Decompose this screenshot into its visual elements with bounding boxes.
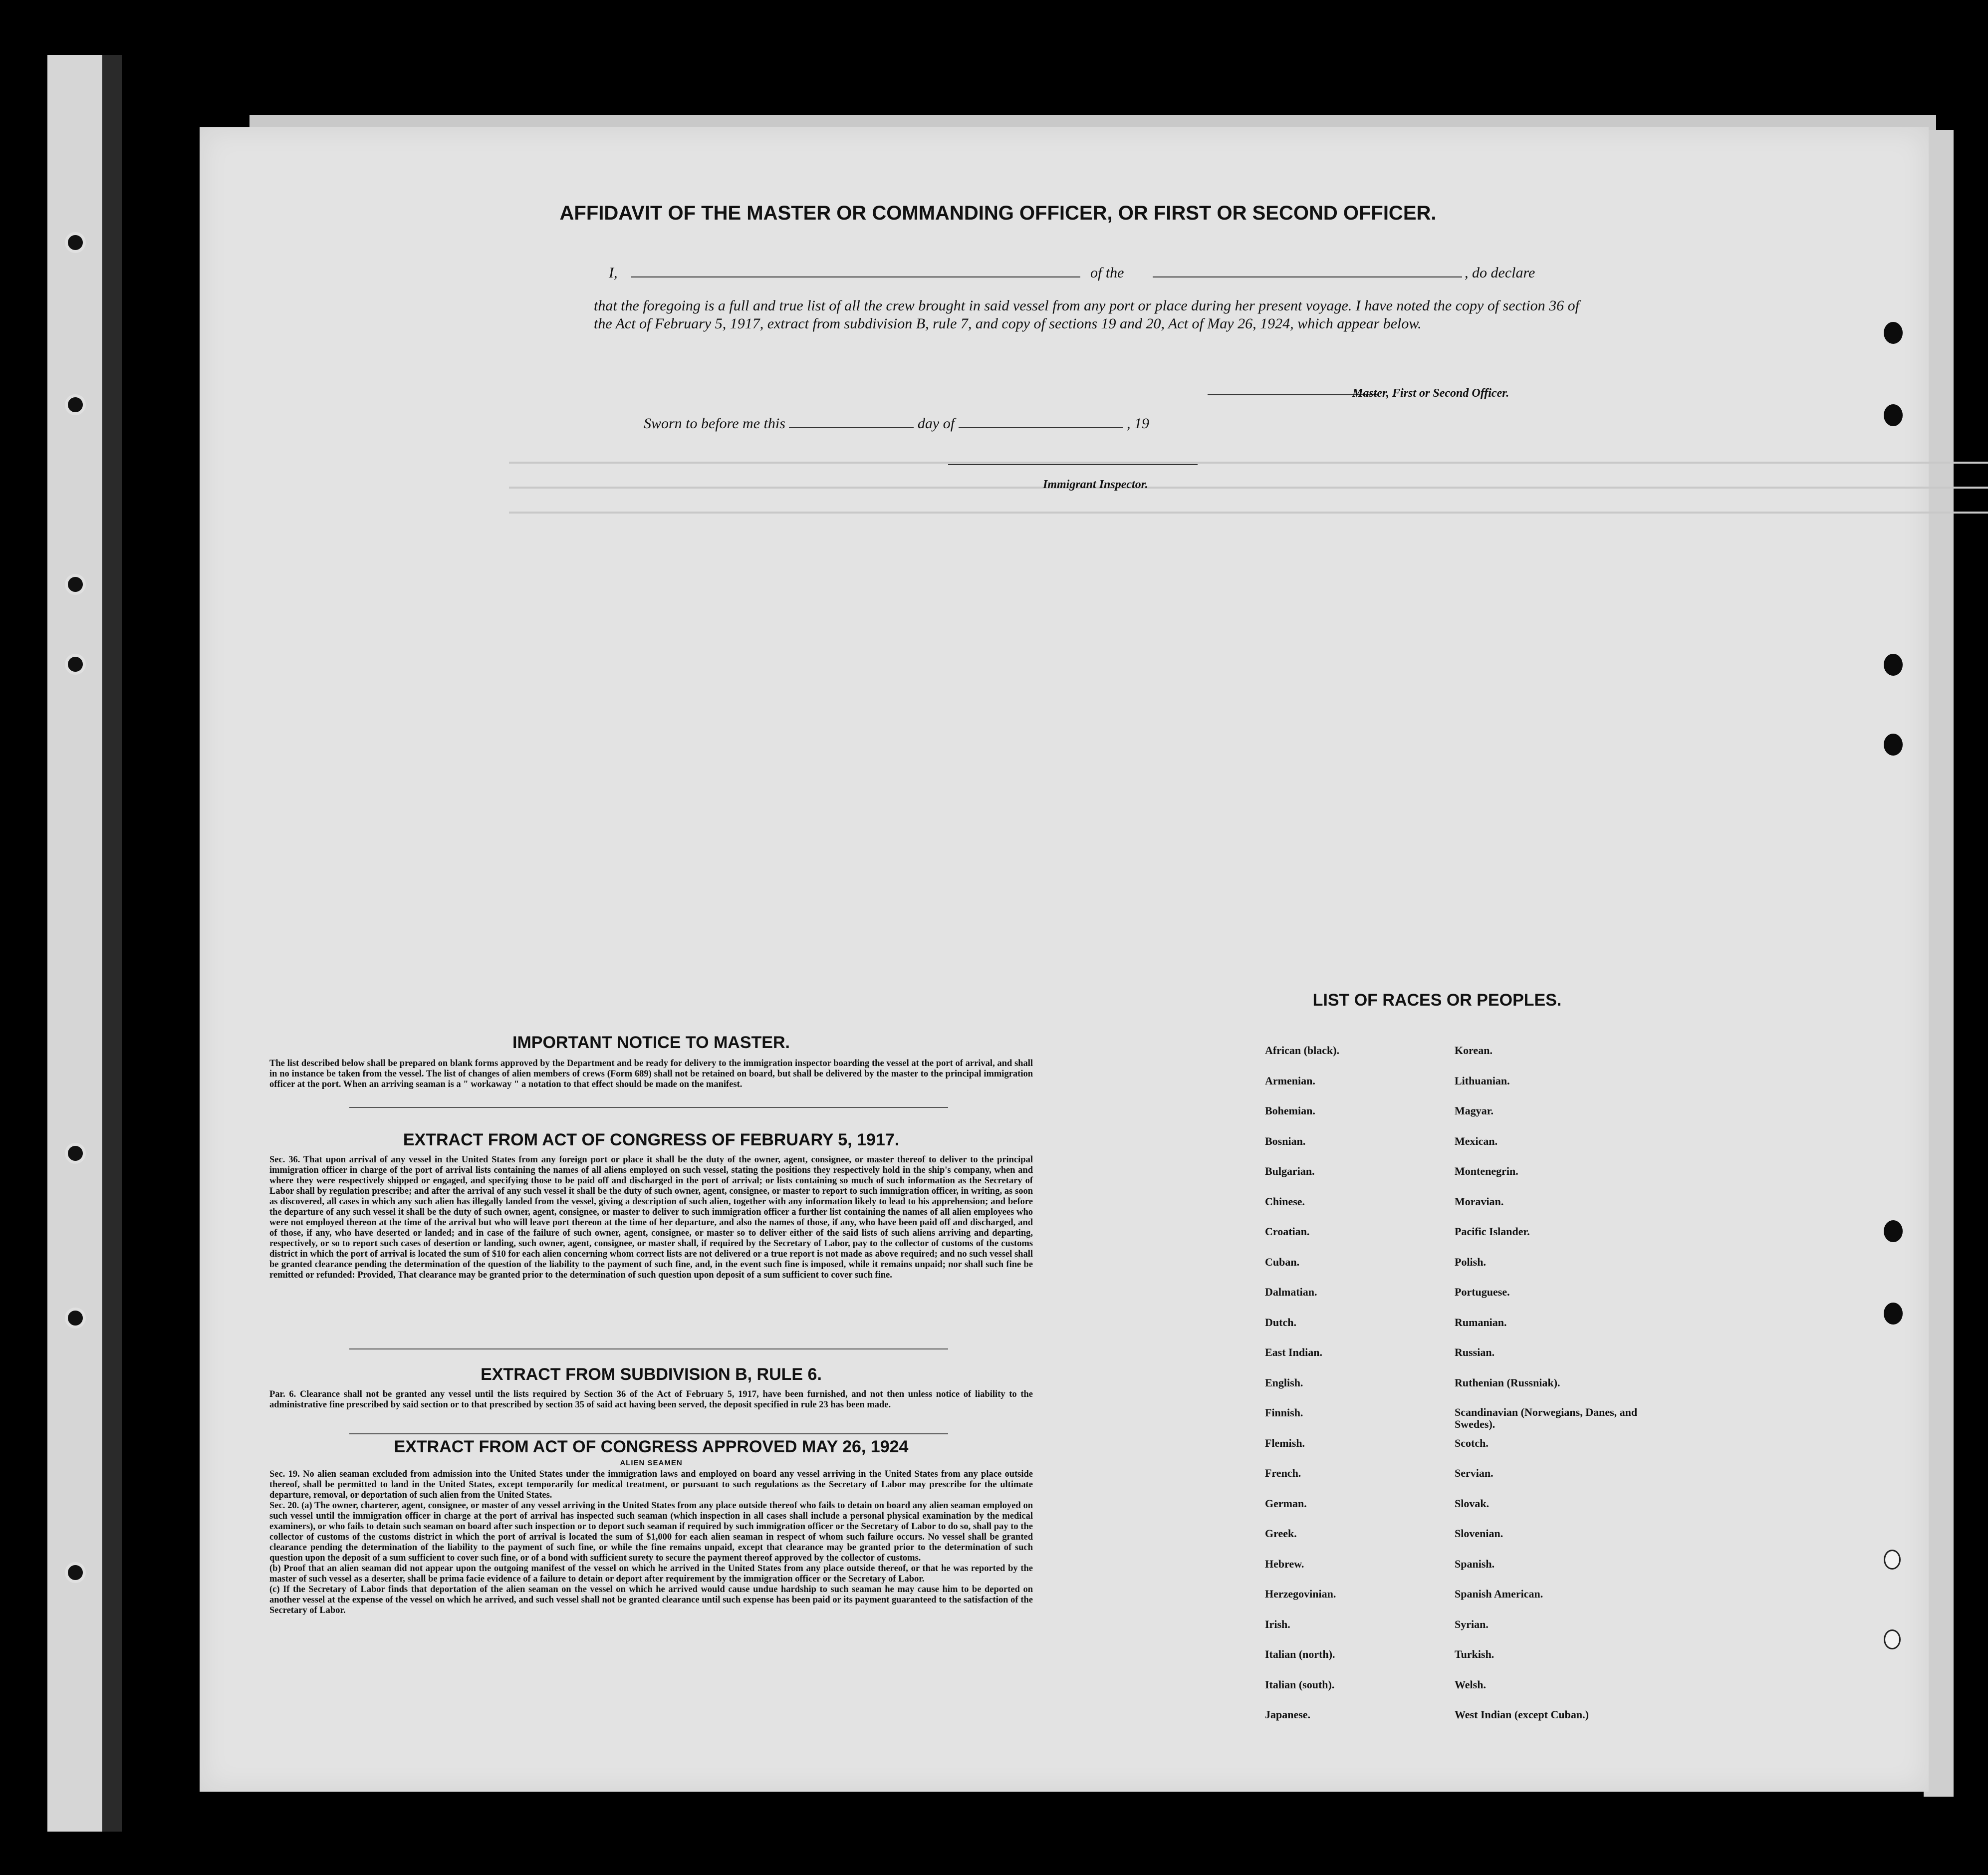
name-blank [631, 264, 1080, 277]
sworn-prefix: Sworn to before me this [644, 415, 785, 432]
race-item: Bulgarian. [1265, 1165, 1315, 1177]
affidavit-i: I, [609, 265, 618, 281]
extract-1924-title: EXTRACT FROM ACT OF CONGRESS APPROVED MAY 26, 1924 [394, 1437, 909, 1456]
punch-hole [1884, 322, 1903, 344]
binding-hole [65, 574, 86, 595]
binding-hole [65, 394, 86, 415]
race-item: Croatian. [1265, 1225, 1310, 1238]
punch-hole [1884, 404, 1903, 426]
signature-line [1208, 394, 1377, 395]
race-item: Turkish. [1455, 1648, 1494, 1660]
race-item: Herzegovinian. [1265, 1588, 1336, 1600]
race-item: Syrian. [1455, 1617, 1489, 1630]
race-item: Slovenian. [1455, 1527, 1503, 1540]
section-divider [349, 1348, 948, 1349]
notice-text: The list described below shall be prepared on blank forms approved by the Department and be ready for delivery to the immigration inspector boarding the vessel at the port of arrival, and shall in no instance be taken from the vessel. The list of changes of alien members of crews (Form 689) shall not be retained on board, but shall be delivered by the master to the principal immigration officer at the port. When an arriving seaman is a " workaway " a notation to that effect should be made on the manifest. [269, 1059, 1033, 1089]
race-item: West Indian (except Cuban.) [1455, 1708, 1589, 1721]
race-item: East Indian. [1265, 1346, 1322, 1358]
race-item: Armenian. [1265, 1074, 1315, 1087]
race-item: Italian (north). [1265, 1648, 1335, 1660]
extract-rule6-title: EXTRACT FROM SUBDIVISION B, RULE 6. [481, 1365, 822, 1384]
sec-20b-text: (b) Proof that an alien seaman did not appear upon the outgoing manifest of the vessel on which he arrived in the United States from any place outside thereof, or that he was reported by the master of such vessel as a deserter, shall be prima facie evidence of a failure to detain or deport after requirement by the immigration officer or the Secretary of Labor. [269, 1564, 1033, 1584]
race-item: Mexican. [1455, 1134, 1498, 1147]
sworn-line [644, 414, 1149, 432]
race-item: Italian (south). [1265, 1678, 1335, 1691]
notice-section [269, 1033, 1033, 1090]
races-column-1 [1265, 1044, 1339, 1739]
binding-hole [65, 232, 86, 253]
race-item: Russian. [1455, 1346, 1495, 1358]
races-title: LIST OF RACES OR PEOPLES. [1312, 991, 1562, 1010]
ghost-rule [509, 487, 1988, 489]
section-divider [349, 1107, 948, 1108]
race-item: Spanish American. [1455, 1588, 1543, 1600]
affidavit-title: AFFIDAVIT OF THE MASTER OR COMMANDING OFFICER, OR FIRST OR SECOND OFFICER. [559, 202, 1437, 224]
binding-hole [65, 1562, 86, 1583]
inspector-label: Immigrant Inspector. [1043, 478, 1148, 491]
punch-hole [1884, 1220, 1903, 1242]
vessel-blank [1153, 264, 1462, 277]
binding-hole [65, 1308, 86, 1329]
race-item: Greek. [1265, 1527, 1297, 1540]
extract-1917-section [269, 1130, 1033, 1281]
race-item: Dutch. [1265, 1316, 1296, 1329]
section-divider [349, 1433, 948, 1434]
extract-rule6-section [269, 1365, 1033, 1410]
punch-hole [1884, 1550, 1901, 1570]
race-item: Rumanian. [1455, 1316, 1507, 1329]
sec-20c-text: (c) If the Secretary of Labor finds that deportation of the alien seaman on the vessel on which he arrived would cause undue hardship to such seaman he may cause him to be deported on another vessel at the expense of the vessel on which he arrived, and such vessel shall not be granted clearance until such expense has been paid or its payment guaranteed to the satisfaction of the Secretary of Labor. [269, 1585, 1033, 1615]
race-item: Lithuanian. [1455, 1074, 1510, 1087]
races-column-2 [1455, 1044, 1674, 1739]
punch-hole [1884, 734, 1903, 756]
binding-strip-shadow [102, 55, 122, 1832]
race-item: Bohemian. [1265, 1104, 1315, 1117]
race-item: Hebrew. [1265, 1557, 1304, 1570]
sec-20a-text: Sec. 20. (a) The owner, charterer, agent, consignee, or master of any vessel arriving in the United States from any place outside thereof who fails to detain on board any alien seaman employed on such vessel until the immigration officer in charge at the port of arrival has inspected such seaman (which inspection in all cases shall include a personal physical examination by the medical examiners), or who fails to detain such seaman on board after such inspection or to deport such seaman if required by such immigration officer or the Secretary of Labor to do so, shall pay to the collector of customs of the customs district in which the port of arrival is located the sum of $1,000 for each alien seaman in respect of whom such failure occurs. No vessel shall be granted clearance pending the determination of the liability to the payment of such fine, or while the fine remains unpaid, except that clearance may be granted prior to the determination of such question upon the deposit of a sum sufficient to cover such fine, or of a bond with sufficient surety to secure the payment thereof approved by the collector of customs. [269, 1501, 1033, 1563]
extract-1917-title: EXTRACT FROM ACT OF CONGRESS OF FEBRUARY 5, 1917. [403, 1130, 900, 1149]
race-item: Ruthenian (Russniak). [1455, 1376, 1560, 1389]
race-item: Irish. [1265, 1617, 1290, 1630]
race-item: Spanish. [1455, 1557, 1495, 1570]
ghost-rule [509, 462, 1988, 464]
race-item: Portuguese. [1455, 1286, 1510, 1298]
extract-1917-text: Sec. 36. That upon arrival of any vessel in the United States from any foreign port or place it shall be the duty of the owner, agent, consignee, or master thereof to deliver to the principal immigration officer in charge of the port of arrival lists containing the names of all aliens employed on such vessel, stating the positions they respectively hold in the ship's company, when and where they were respectively shipped or engaged, and specifying those to be paid off and discharged in the port of arrival; or lists containing so much of such information as the Secretary of Labor shall by regulation prescribe; and after the arrival of any such vessel it shall be the duty of such owner, agent, consignee, or master to report to such immigration officer, in writing, as soon as discovered, all cases in which any such alien has illegally landed from the vessel, giving a description of such alien, together with any information likely to lead to his apprehension; and before the departure of any such vessel it shall be the duty of such owner, agent, consignee, or master to deliver to such immigration officer a further list containing the names of all alien employees who were not employed thereon at the time of the arrival but who will leave port thereon at the time of her departure, and also the names of those, if any, who have been paid off and discharged, and of those, if any, who have deserted or landed; and in case of the failure of such owner, agent, consignee, or master so to deliver either of the said lists of such aliens arriving and departing, respectively, or so to report such cases of desertion or landing, such owner, agent, consignee, or master shall, if required by the Secretary of Labor, pay to the collector of customs of the customs district in which the port of arrival is located the sum of $10 for each alien concerning whom correct lists are not delivered or a true report is not made as above required; and no such vessel shall be granted clearance pending the determination of the question of the liability to the payment of such fine, and, in the event such fine is imposed, while it remains unpaid; nor shall such fine be remitted or refunded: Provided, That clearance may be granted prior to the determination of such question upon deposit of a sum sufficient to cover such fine. [269, 1155, 1033, 1280]
signature-label: Master, First or Second Officer. [1352, 387, 1509, 400]
punch-hole [1884, 1629, 1901, 1649]
punch-hole [1884, 1303, 1903, 1325]
sworn-day: day of [917, 415, 955, 432]
binding-hole [65, 1143, 86, 1164]
affidavit-declare: , do declare [1465, 265, 1535, 281]
race-item: Cuban. [1265, 1255, 1300, 1268]
race-item: Chinese. [1265, 1195, 1305, 1208]
race-item: Scandinavian (Norwegians, Danes, and Swedes). [1455, 1406, 1638, 1430]
race-item: Polish. [1455, 1255, 1486, 1268]
race-item: Finnish. [1265, 1406, 1303, 1419]
race-item: Montenegrin. [1455, 1165, 1518, 1177]
ghost-rule [509, 512, 1988, 514]
notice-title: IMPORTANT NOTICE TO MASTER. [512, 1033, 790, 1052]
race-item: Slovak. [1455, 1497, 1490, 1510]
race-item: Pacific Islander. [1455, 1225, 1530, 1238]
race-item: French. [1265, 1467, 1301, 1479]
extract-rule6-text: Par. 6. Clearance shall not be granted any vessel until the lists required by Section 36 of the Act of February 5, 1917, have been furnished, and not then unless notice of liability to the administrative fine prescribed by said section or to that prescribed by section 35 of said act having been served, the deposit specified in rule 23 has been made. [269, 1389, 1033, 1410]
race-item: Dalmatian. [1265, 1286, 1317, 1298]
affidavit-of-the: of the [1090, 265, 1124, 281]
race-item: Moravian. [1455, 1195, 1504, 1208]
race-item: Welsh. [1455, 1678, 1486, 1691]
race-item: Magyar. [1455, 1104, 1494, 1117]
extract-1924-subtitle: ALIEN SEAMEN [620, 1459, 683, 1467]
race-item: Japanese. [1265, 1708, 1311, 1721]
inspector-line [948, 464, 1198, 465]
race-item: African (black). [1265, 1044, 1340, 1057]
race-item: Servian. [1455, 1467, 1493, 1479]
race-item: Flemish. [1265, 1436, 1305, 1449]
binding-hole [65, 654, 86, 675]
extract-1924-section [269, 1437, 1033, 1616]
race-item: German. [1265, 1497, 1307, 1510]
sec-19-text: Sec. 19. No alien seaman excluded from admission into the United States under the immigration laws and employed on board any vessel arriving in the United States from any place outside thereof, shall be permitted to land in the United States, except temporarily for medical treatment, or pursuant to such regulations as the Secretary of Labor may prescribe for the ultimate departure, removal, or deportation of such alien from the United States. [269, 1469, 1033, 1500]
race-item: English. [1265, 1376, 1303, 1389]
race-item: Bosnian. [1265, 1134, 1306, 1147]
affidavit-body: that the foregoing is a full and true list of all the crew brought in said vessel from any port or place during her present voyage. I have noted the copy of section 36 of the Act of February 5, 1917, extract from subdivision B, rule 7, and copy of sections 19 and 20, Act of May 26, 1924, which appear below. [594, 297, 1579, 332]
race-item: Korean. [1455, 1044, 1492, 1057]
punch-hole [1884, 654, 1903, 676]
race-item: Scotch. [1455, 1436, 1489, 1449]
sworn-year: , 19 [1127, 415, 1150, 432]
